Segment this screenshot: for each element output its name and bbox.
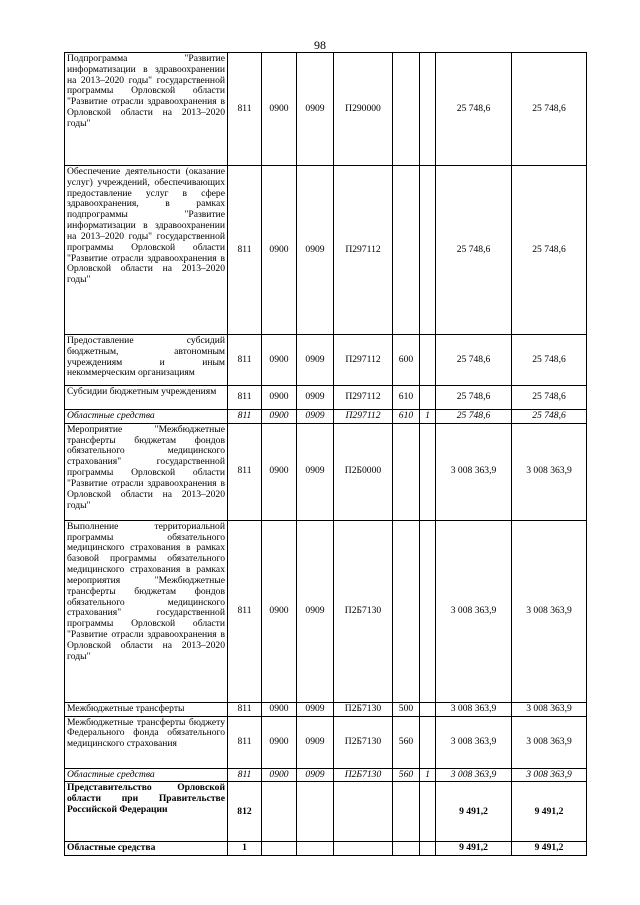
- amount-year-1: 3 008 363,9: [436, 423, 512, 520]
- subsection-code: 0909: [297, 716, 334, 768]
- expense-type-code: 560: [393, 716, 420, 768]
- target-article-code: [334, 842, 393, 856]
- funding-source-code: [420, 53, 436, 166]
- row-name: Мероприятие "Межбюджетные трансферты бюджетам фондов обязательного медицинского страхования" государственной программы Орловской области "Развитие отрасли здравоохранения в Орловской области на 2013–2020 годы": [65, 423, 228, 520]
- section-code: 0900: [262, 716, 297, 768]
- amount-year-2: 25 748,6: [512, 410, 587, 424]
- amount-year-2: 25 748,6: [512, 335, 587, 386]
- row-name: Областные средства: [65, 410, 228, 424]
- subsection-code: [297, 782, 334, 842]
- table-row: [65, 386, 587, 410]
- amount-year-1: 3 008 363,9: [436, 768, 512, 782]
- subsection-code: 0909: [297, 423, 334, 520]
- grbs-code: 812: [228, 782, 262, 842]
- expense-type-code: 500: [393, 702, 420, 716]
- amount-year-2: 3 008 363,9: [512, 423, 587, 520]
- row-name: Субсидии бюджетным учреждениям: [65, 386, 228, 410]
- subsection-code: 0909: [297, 520, 334, 702]
- page-number: 98: [314, 38, 326, 52]
- table-row: [65, 410, 587, 424]
- target-article-code: П2Б7130: [334, 520, 393, 702]
- amount-year-1: 25 748,6: [436, 335, 512, 386]
- subsection-code: 0909: [297, 386, 334, 410]
- funding-source-code: [420, 782, 436, 842]
- section-code: [262, 782, 297, 842]
- amount-year-2: 3 008 363,9: [512, 520, 587, 702]
- section-code: 0900: [262, 768, 297, 782]
- target-article-code: П297112: [334, 166, 393, 335]
- grbs-code: 811: [228, 386, 262, 410]
- expense-type-code: 610: [393, 386, 420, 410]
- expense-type-code: 560: [393, 768, 420, 782]
- section-code: 0900: [262, 166, 297, 335]
- amount-year-1: 25 748,6: [436, 386, 512, 410]
- funding-source-code: [420, 842, 436, 856]
- grbs-code: 811: [228, 410, 262, 424]
- table-row: [65, 782, 587, 842]
- funding-source-code: [420, 335, 436, 386]
- grbs-code: 811: [228, 166, 262, 335]
- amount-year-2: 25 748,6: [512, 386, 587, 410]
- amount-year-1: 3 008 363,9: [436, 520, 512, 702]
- table-row: [65, 53, 587, 166]
- amount-year-2: 25 748,6: [512, 166, 587, 335]
- section-code: 0900: [262, 53, 297, 166]
- funding-source-code: [420, 386, 436, 410]
- grbs-code: 811: [228, 423, 262, 520]
- table-row: [65, 842, 587, 856]
- table-row: [65, 335, 587, 386]
- subsection-code: 0909: [297, 166, 334, 335]
- funding-source-code: [420, 423, 436, 520]
- amount-year-1: 25 748,6: [436, 53, 512, 166]
- table-row: [65, 520, 587, 702]
- section-code: 0900: [262, 423, 297, 520]
- amount-year-1: 25 748,6: [436, 410, 512, 424]
- table-row: [65, 166, 587, 335]
- grbs-code: 811: [228, 335, 262, 386]
- amount-year-1: 9 491,2: [436, 842, 512, 856]
- expense-type-code: [393, 782, 420, 842]
- grbs-code: 1: [228, 842, 262, 856]
- target-article-code: П2Б7130: [334, 768, 393, 782]
- table-row: [65, 423, 587, 520]
- target-article-code: П2Б0000: [334, 423, 393, 520]
- amount-year-2: 3 008 363,9: [512, 702, 587, 716]
- row-name: Обеспечение деятельности (оказание услуг) учреждений, обеспечивающих предоставление услуг в сфере здравоохранения, в рамках подпрограммы "Развитие информатизации в здравоохранении на 2013–2020 годы" государственной программы Орловской области "Развитие отрасли здравоохранения в Орловской области на 2013–2020 годы": [65, 166, 228, 335]
- grbs-code: 811: [228, 520, 262, 702]
- section-code: 0900: [262, 386, 297, 410]
- budget-table: [64, 52, 587, 856]
- section-code: 0900: [262, 702, 297, 716]
- section-code: 0900: [262, 335, 297, 386]
- target-article-code: П297112: [334, 386, 393, 410]
- funding-source-code: 1: [420, 768, 436, 782]
- row-name: Предоставление субсидий бюджетным, автономным учреждениям и иным некоммерческим организациям: [65, 335, 228, 386]
- expense-type-code: 610: [393, 410, 420, 424]
- expense-type-code: [393, 53, 420, 166]
- funding-source-code: [420, 520, 436, 702]
- amount-year-2: 3 008 363,9: [512, 716, 587, 768]
- target-article-code: П297112: [334, 410, 393, 424]
- subsection-code: 0909: [297, 410, 334, 424]
- target-article-code: П2Б7130: [334, 702, 393, 716]
- table-row: [65, 716, 587, 768]
- row-name: Областные средства: [65, 768, 228, 782]
- row-name: Выполнение территориальной программы обязательного медицинского страхования в рамках базовой программы обязательного медицинского страхования в рамках мероприятия "Межбюджетные трансферты бюджетам фондов обязательного медицинского страхования" государственной программы Орловской области "Развитие отрасли здравоохранения в Орловской области на 2013–2020 годы": [65, 520, 228, 702]
- target-article-code: П2Б7130: [334, 716, 393, 768]
- grbs-code: 811: [228, 716, 262, 768]
- row-name: Подпрограмма "Развитие информатизации в здравоохранении на 2013–2020 годы" государственной программы Орловской области "Развитие отрасли здравоохранения в Орловской области на 2013–2020 годы": [65, 53, 228, 166]
- row-name: Межбюджетные трансферты бюджету Федерального фонда обязательного медицинского страхования: [65, 716, 228, 768]
- grbs-code: 811: [228, 53, 262, 166]
- expense-type-code: [393, 520, 420, 702]
- subsection-code: [297, 842, 334, 856]
- amount-year-2: 25 748,6: [512, 53, 587, 166]
- grbs-code: 811: [228, 768, 262, 782]
- expense-type-code: [393, 166, 420, 335]
- row-name: Областные средства: [65, 842, 228, 856]
- amount-year-1: 9 491,2: [436, 782, 512, 842]
- row-name: Представительство Орловской области при Правительстве Российской Федерации: [65, 782, 228, 842]
- amount-year-2: 9 491,2: [512, 842, 587, 856]
- amount-year-1: 3 008 363,9: [436, 702, 512, 716]
- expense-type-code: [393, 842, 420, 856]
- section-code: 0900: [262, 410, 297, 424]
- grbs-code: 811: [228, 702, 262, 716]
- table-row: [65, 768, 587, 782]
- target-article-code: П297112: [334, 335, 393, 386]
- section-code: 0900: [262, 520, 297, 702]
- amount-year-1: 3 008 363,9: [436, 716, 512, 768]
- funding-source-code: [420, 702, 436, 716]
- target-article-code: П290000: [334, 53, 393, 166]
- subsection-code: 0909: [297, 53, 334, 166]
- amount-year-2: 9 491,2: [512, 782, 587, 842]
- funding-source-code: [420, 716, 436, 768]
- expense-type-code: 600: [393, 335, 420, 386]
- amount-year-1: 25 748,6: [436, 166, 512, 335]
- funding-source-code: 1: [420, 410, 436, 424]
- expense-type-code: [393, 423, 420, 520]
- subsection-code: 0909: [297, 702, 334, 716]
- subsection-code: 0909: [297, 768, 334, 782]
- amount-year-2: 3 008 363,9: [512, 768, 587, 782]
- subsection-code: 0909: [297, 335, 334, 386]
- row-name: Межбюджетные трансферты: [65, 702, 228, 716]
- table-row: [65, 702, 587, 716]
- section-code: [262, 842, 297, 856]
- target-article-code: [334, 782, 393, 842]
- funding-source-code: [420, 166, 436, 335]
